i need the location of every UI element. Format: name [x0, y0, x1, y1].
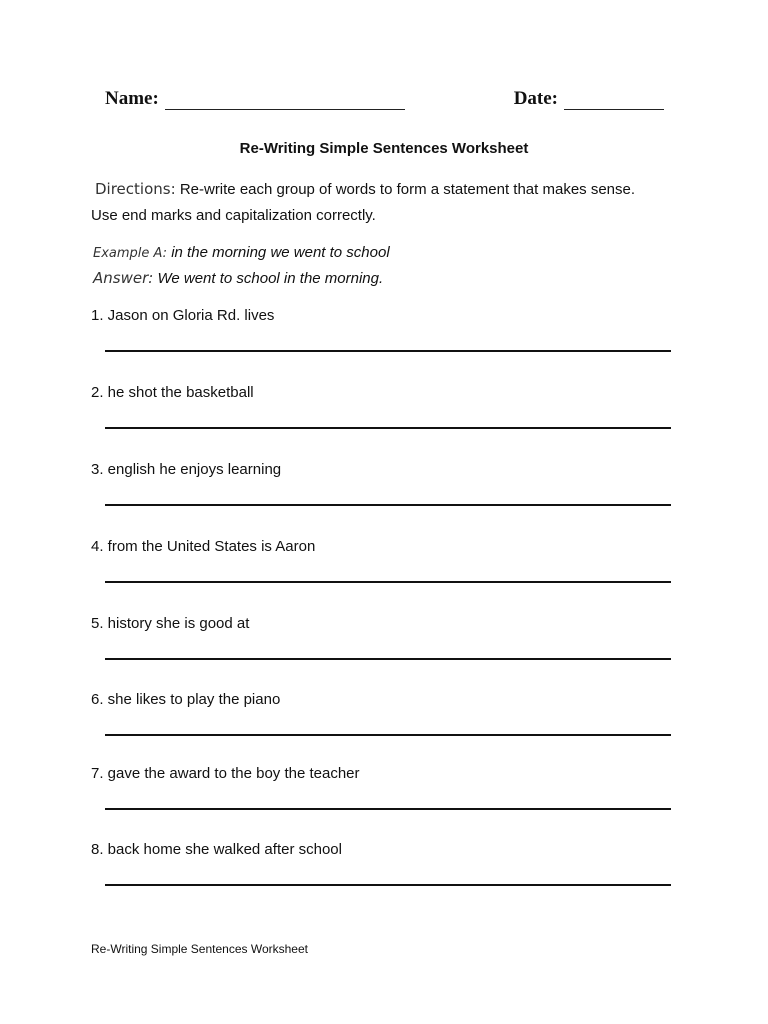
worksheet-title: Re-Writing Simple Sentences Worksheet: [239, 140, 529, 157]
answer-blank-line[interactable]: [105, 658, 671, 660]
answer-blank-line[interactable]: [105, 884, 671, 886]
question-item: [91, 764, 681, 784]
example-line: [93, 240, 390, 266]
question-text: 3. english he enjoys learning: [91, 461, 282, 478]
question-text: 8. back home she walked after school: [91, 841, 342, 858]
date-field-group: [514, 88, 664, 110]
answer-blank-line[interactable]: [105, 427, 671, 429]
question-item: [91, 460, 681, 480]
question-text: 7. gave the award to the boy the teacher: [91, 765, 360, 782]
answer-blank-line[interactable]: [105, 734, 671, 736]
name-date-row: [105, 88, 664, 120]
question-item: [91, 383, 681, 403]
directions-block: [91, 176, 651, 229]
question-text: 1. Jason on Gloria Rd. lives: [91, 307, 275, 324]
question-text: 5. history she is good at: [91, 615, 250, 632]
example-text: in the morning we went to school: [171, 244, 390, 261]
answer-line: [93, 266, 390, 291]
date-blank-line[interactable]: [564, 88, 664, 110]
question-item: [91, 840, 681, 860]
answer-blank-line[interactable]: [105, 504, 671, 506]
answer-text: We went to school in the morning.: [157, 270, 384, 287]
answer-blank-line[interactable]: [105, 350, 671, 352]
question-item: [91, 537, 681, 557]
answer-label: Answer:: [93, 269, 154, 287]
name-label: Name:: [105, 88, 159, 109]
question-item: [91, 306, 681, 326]
directions-text: Re-write each group of words to form a statement that makes sense. Use end marks and capitalization correctly.: [91, 181, 636, 224]
answer-blank-line[interactable]: [105, 808, 671, 810]
question-text: 2. he shot the basketball: [91, 384, 254, 401]
question-text: 4. from the United States is Aaron: [91, 538, 316, 555]
question-text: 6. she likes to play the piano: [91, 691, 281, 708]
name-field-group: [105, 88, 405, 110]
example-label: Example A:: [93, 246, 168, 261]
date-label: Date:: [513, 88, 558, 109]
question-item: [91, 614, 681, 634]
footer-text: Re-Writing Simple Sentences Worksheet: [91, 942, 308, 956]
answer-blank-line[interactable]: [105, 581, 671, 583]
example-block: [93, 240, 390, 291]
question-item: [91, 690, 681, 710]
name-blank-line[interactable]: [165, 88, 405, 110]
directions-label: Directions:: [95, 180, 176, 198]
